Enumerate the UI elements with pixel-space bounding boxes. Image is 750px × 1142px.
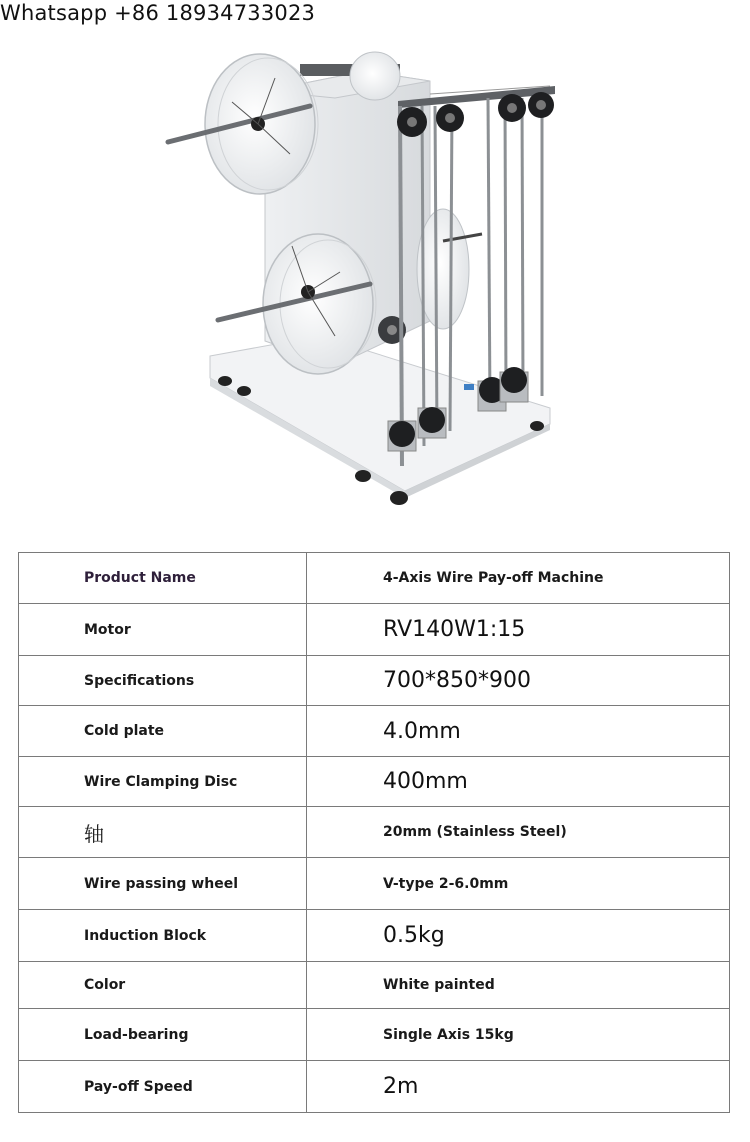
whatsapp-contact: Whatsapp +86 18934733023	[0, 1, 316, 25]
spec-row	[19, 807, 730, 858]
spec-value: 0.5kg	[307, 910, 730, 962]
spec-label: Load-bearing	[19, 1009, 307, 1061]
spec-label: Wire passing wheel	[19, 858, 307, 910]
spec-value: 400mm	[307, 757, 730, 807]
spec-row	[19, 706, 730, 757]
spec-value: White painted	[307, 962, 730, 1009]
spec-value: 700*850*900	[307, 656, 730, 706]
spec-label: Pay-off Speed	[19, 1061, 307, 1113]
spec-row	[19, 910, 730, 962]
spec-row	[19, 1061, 730, 1113]
spec-label: Specifications	[19, 656, 307, 706]
spec-value: RV140W1:15	[307, 604, 730, 656]
spec-label: Cold plate	[19, 706, 307, 757]
spec-value: 4-Axis Wire Pay-off Machine	[307, 553, 730, 604]
spec-label: Color	[19, 962, 307, 1009]
spec-label: Motor	[19, 604, 307, 656]
spec-row	[19, 1009, 730, 1061]
spec-table	[18, 552, 730, 1113]
spec-value: 20mm (Stainless Steel)	[307, 807, 730, 858]
spec-row	[19, 604, 730, 656]
spec-row	[19, 656, 730, 706]
spec-row	[19, 553, 730, 604]
spec-value: 2m	[307, 1061, 730, 1113]
spec-label: Induction Block	[19, 910, 307, 962]
spec-label: Wire Clamping Disc	[19, 757, 307, 807]
spec-value: V-type 2-6.0mm	[307, 858, 730, 910]
spec-value: 4.0mm	[307, 706, 730, 757]
spec-label: Product Name	[19, 553, 307, 604]
product-photo	[160, 36, 580, 516]
spec-row	[19, 962, 730, 1009]
spec-row	[19, 858, 730, 910]
spec-label: 轴	[19, 807, 307, 858]
spec-row	[19, 757, 730, 807]
spec-value: Single Axis 15kg	[307, 1009, 730, 1061]
